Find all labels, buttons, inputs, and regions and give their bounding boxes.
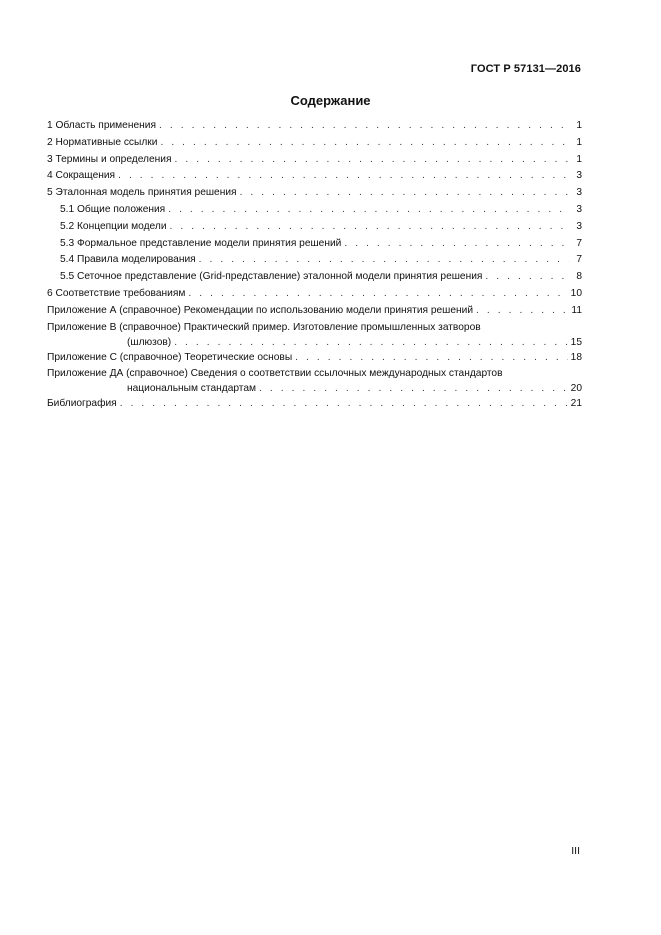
leader-dots: [476, 303, 568, 320]
toc-entry[interactable]: [47, 350, 582, 367]
toc-entry-page: 3: [576, 203, 582, 215]
toc-entry-continuation[interactable]: [47, 381, 582, 396]
toc-entry-text: Приложение А (справочное) Рекомендации по использованию модели принятия решений: [47, 304, 474, 316]
page-number: III: [571, 845, 580, 857]
toc-entry-page: 18: [570, 351, 582, 363]
toc-entry-page: 15: [570, 336, 582, 348]
toc-entry[interactable]: [47, 118, 582, 135]
toc-entry[interactable]: [47, 269, 582, 286]
toc-entry[interactable]: [47, 185, 582, 202]
toc-entry-text: 5.3 Формальное представление модели принятия решений: [60, 237, 342, 249]
leader-dots: [174, 335, 567, 350]
toc-entry[interactable]: [47, 252, 582, 269]
toc-entry-text-continuation: (шлюзов): [127, 336, 172, 348]
toc-entry-text: 5 Эталонная модель принятия решения: [47, 187, 237, 199]
toc-entry-text: 1 Область применения: [47, 120, 156, 131]
leader-dots: [170, 219, 569, 236]
toc-entry-text: Приложение В (справочное) Практический пример. Изготовление промышленных затворов: [47, 321, 481, 333]
toc-entry[interactable]: [47, 303, 582, 320]
document-id: ГОСТ Р 57131—2016: [470, 63, 581, 75]
toc-entry-page: 11: [571, 304, 582, 316]
toc-entry-page: 1: [576, 153, 582, 165]
leader-dots: [240, 185, 569, 202]
leader-dots: [118, 168, 569, 185]
toc-entry[interactable]: [47, 396, 582, 413]
toc-entry-page: 20: [570, 383, 582, 395]
leader-dots: [188, 286, 567, 303]
toc-entry-page: 3: [576, 187, 582, 199]
toc-entry-text: Приложение С (справочное) Теоретические основы: [47, 351, 293, 363]
toc-entry-text: Приложение ДА (справочное) Сведения о соответствии ссылочных международных стандартов: [47, 368, 503, 380]
toc-entry[interactable]: [47, 168, 582, 185]
leader-dots: [259, 381, 568, 396]
leader-dots: [174, 152, 569, 169]
toc-entry[interactable]: [47, 152, 582, 169]
toc-entry-text: Библиография: [47, 398, 117, 410]
toc-entry-text: 5.4 Правила моделирования: [60, 254, 196, 266]
leader-dots: [159, 118, 569, 135]
leader-dots: [168, 202, 569, 219]
toc-entry-text: 6 Соответствие требованиям: [47, 287, 186, 299]
leader-dots: [295, 350, 567, 367]
toc-entry[interactable]: [47, 202, 582, 219]
leader-dots: [199, 252, 569, 269]
toc-entry-text: 5.2 Концепции модели: [60, 220, 167, 232]
toc-entry-text: 3 Термины и определения: [47, 153, 172, 165]
toc-entry-page: 1: [576, 120, 582, 131]
toc-entry-page: 7: [576, 237, 582, 249]
toc-entry[interactable]: [47, 135, 582, 152]
toc-entry-page: 8: [576, 271, 582, 283]
leader-dots: [120, 396, 568, 413]
leader-dots: [160, 135, 569, 152]
leader-dots: [344, 236, 569, 253]
toc-entry[interactable]: [47, 219, 582, 236]
table-of-contents: [47, 118, 582, 413]
toc-entry-text: 5.1 Общие положения: [60, 203, 166, 215]
toc-entry[interactable]: [47, 286, 582, 303]
toc-entry-text-continuation: национальным стандартам: [127, 383, 257, 395]
toc-entry-text: 2 Нормативные ссылки: [47, 136, 158, 148]
toc-entry-text: 4 Сокращения: [47, 170, 116, 182]
toc-entry-text: 5.5 Сеточное представление (Grid-представление) эталонной модели принятия решения: [60, 271, 483, 283]
leader-dots: [485, 269, 569, 286]
toc-entry-page: 10: [570, 287, 582, 299]
toc-entry-continuation[interactable]: [47, 335, 582, 350]
toc-entry[interactable]: [47, 320, 582, 335]
toc-entry[interactable]: [47, 366, 582, 381]
toc-entry-page: 3: [576, 220, 582, 232]
toc-entry-page: 1: [576, 136, 582, 148]
toc-entry[interactable]: [47, 236, 582, 253]
toc-entry-page: 21: [570, 398, 582, 410]
toc-title: Содержание: [290, 93, 371, 108]
toc-entry-page: 3: [576, 170, 582, 182]
toc-entry-page: 7: [576, 254, 582, 266]
